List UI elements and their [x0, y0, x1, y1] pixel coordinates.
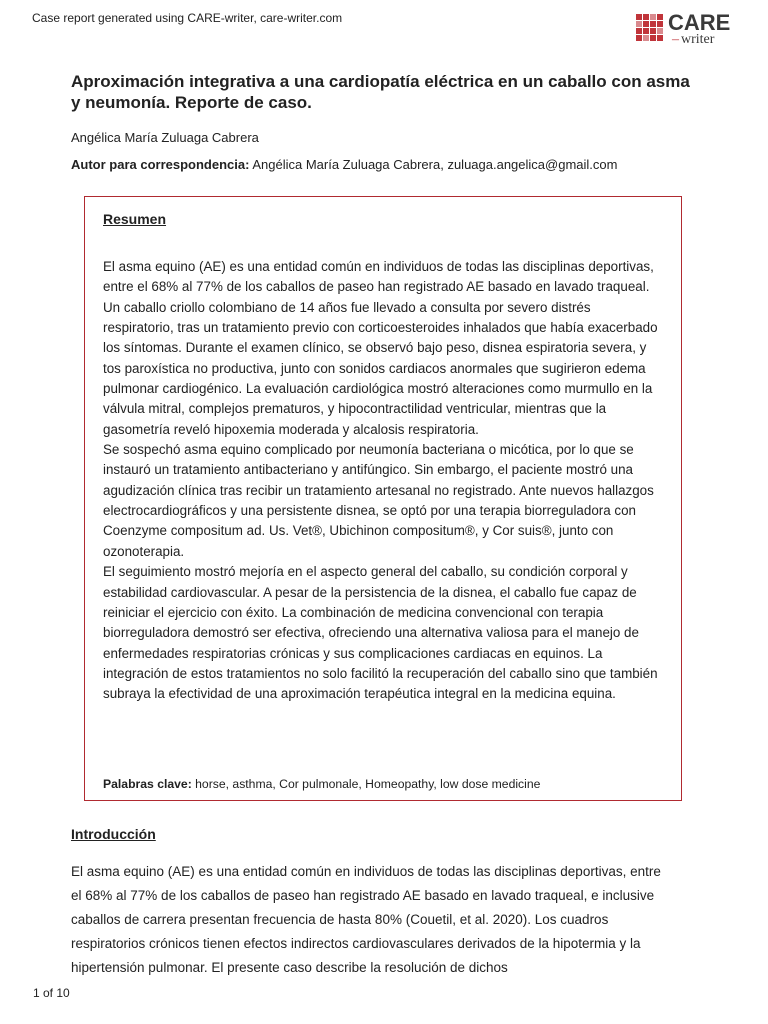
logo-writer-text [672, 32, 714, 48]
care-writer-logo [636, 10, 736, 47]
introduction-body: El asma equino (AE) es una entidad común en individuos de todas las disciplinas deportivas, entre el 68% al 77% de los caballos de paseo han registrado AE basado en lavado traqueal, e inclusive caballos de carrera presentan frecuencia de hasta 80% (Couetil, et al. 2020). Los cuadros respiratorios crónicos tienen efectos indirectos cardiovasculares derivados de la hipotermia y la hipertensión pulmonar. El presente caso describe la resolución de dichos [71, 864, 661, 976]
keywords-label: Palabras clave: [103, 777, 192, 791]
logo-writer-word: writer [681, 32, 715, 47]
abstract-body [103, 257, 663, 705]
header-note: Case report generated using CARE-writer, care-writer.com [32, 11, 343, 25]
keywords-line [103, 777, 540, 791]
correspondence-text: Angélica María Zuluaga Cabrera, zuluaga.angelica@gmail.com [252, 157, 618, 172]
abstract-box [84, 196, 682, 801]
logo-grid-icon [636, 14, 663, 41]
abstract-heading: Resumen [103, 211, 167, 227]
page-number: 1 of 10 [33, 986, 70, 1000]
correspondence-label: Autor para correspondencia: [71, 157, 250, 172]
correspondence-line [71, 157, 617, 172]
logo-care-text: CARE [668, 10, 731, 35]
keywords-text: horse, asthma, Cor pulmonale, Homeopathy, low dose medicine [195, 777, 541, 791]
logo-dash: – [672, 32, 679, 47]
abstract-paragraph: El asma equino (AE) es una entidad común en individuos de todas las disciplinas deportivas, entre el 68% al 77% de los caballos de paseo han registrado AE basado en lavado traqueal. Un caballo criollo colombiano de 14 años fue llevado a consulta por severo distrés respiratorio, tras un tratamiento previo con corticoesteroides inhalados que había exacerbado los síntomas. Durante el examen clínico, se observó bajo peso, disnea espiratoria severa, y tos paroxística no productiva, junto con sonidos cardiacos anormales que sugirieron edema pulmonar cardiogénico. La evaluación cardiológica mostró alteraciones como murmullo en la válvula mitral, complejos prematuros, y hipocontractilidad ventricular, mientras que la gasometría reveló hipoxemia moderada y alcalosis respiratoria. [103, 259, 658, 437]
abstract-paragraph: El seguimiento mostró mejoría en el aspecto general del caballo, su condición corporal y estabilidad cardiovascular. A pesar de la persistencia de la disnea, el caballo fue capaz de reiniciar el ejercicio con éxito. La combinación de medicina convencional con terapia biorreguladora demostró ser efectiva, ofreciendo una alternativa valiosa para el manejo de enfermedades respiratorias crónicas y sus complicaciones cardiacas en equinos. La integración de estos tratamientos no solo facilitó la recuperación del caballo sino que también subraya la efectividad de una aproximación terapéutica integral en la medicina equina. [103, 564, 658, 702]
abstract-paragraph: Se sospechó asma equino complicado por neumonía bacteriana o micótica, por lo que se instauró un tratamiento antibacteriano y antifúngico. Sin embargo, el paciente mostró una agudización clínica tras recibir un tratamiento artesanal no registrado. Ante nuevos hallazgos electrocardiográficos y una persistente disnea, se optó por una terapia biorreguladora con Coenzyme compositum ad. Us. Vet®, Ubichinon compositum®, y Cor suis®, junto con ozonoterapia. [103, 442, 654, 559]
article-title: Aproximación integrativa a una cardiopatía eléctrica en un caballo con asma y neumonía. Reporte de caso. [71, 72, 690, 112]
introduction-heading: Introducción [71, 826, 156, 842]
author-list: Angélica María Zuluaga Cabrera [71, 130, 259, 145]
